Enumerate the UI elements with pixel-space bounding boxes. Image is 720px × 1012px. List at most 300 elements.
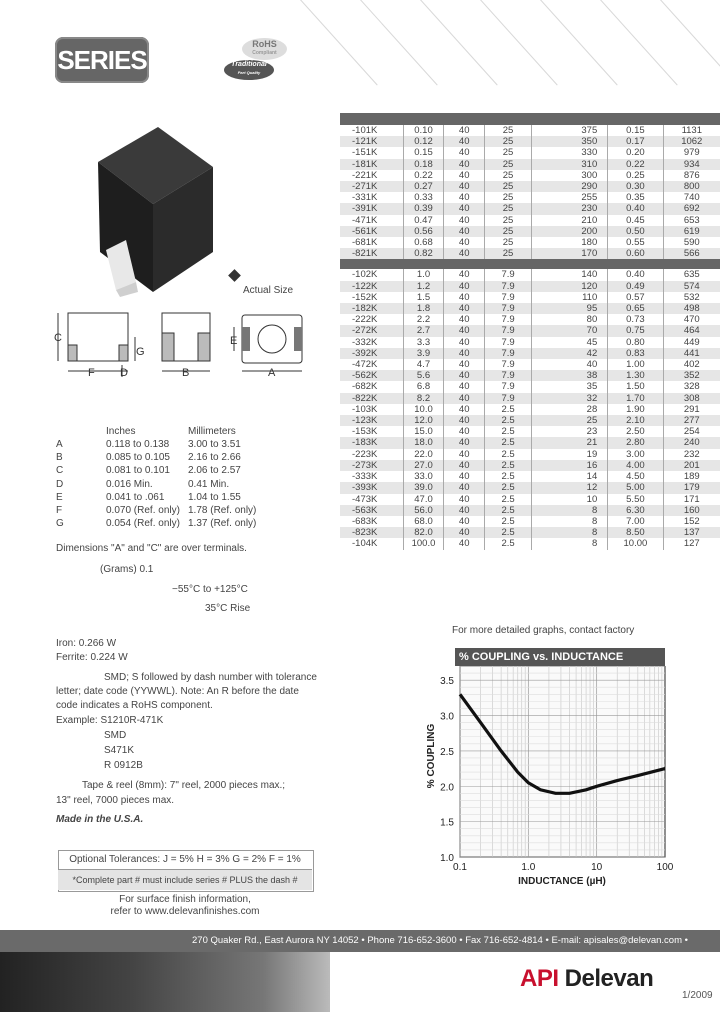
table-cell: 25 <box>532 415 608 426</box>
table-cell: 0.22 <box>403 170 444 181</box>
table-cell: 25 <box>485 159 532 170</box>
table-cell: 7.9 <box>485 348 532 359</box>
table-cell: 0.49 <box>608 281 663 292</box>
chart-y-tick-label: 2.0 <box>440 782 454 794</box>
table-row <box>340 303 720 314</box>
table-cell: 449 <box>683 336 700 348</box>
table-cell: 6.30 <box>608 505 663 516</box>
table-cell: 2.5 <box>485 415 532 426</box>
table-cell: 979 <box>683 147 700 159</box>
table-row <box>340 136 720 147</box>
table-cell: 40 <box>444 337 485 348</box>
table-cell: 300 <box>532 170 608 181</box>
dimension-mm: 3.00 to 3.51 <box>188 439 241 450</box>
table-cell: 56.0 <box>403 505 444 516</box>
table-cell: 7.9 <box>485 337 532 348</box>
table-cell: 137 <box>663 527 720 538</box>
table-cell: 40 <box>444 192 485 203</box>
table-cell: -333K <box>340 471 403 482</box>
table-cell: 40 <box>444 494 485 505</box>
table-cell: 0.50 <box>608 226 663 237</box>
dim-label-b: B <box>182 367 190 379</box>
table-cell: 498 <box>663 303 720 314</box>
table-cell: 35 <box>532 381 608 392</box>
table-cell: 110 <box>532 292 608 303</box>
dim-col-inches: Inches <box>106 426 136 437</box>
table-cell: 290 <box>532 181 608 192</box>
dimension-inches: 0.081 to 0.101 <box>106 465 170 477</box>
table-cell: 7.9 <box>485 314 532 325</box>
table-cell: 441 <box>663 348 720 359</box>
table-cell: 22.0 <box>403 449 444 460</box>
dim-label-e: E <box>230 335 238 347</box>
chart-x-tick-label: 10 <box>591 862 603 873</box>
table-cell: 7.9 <box>485 281 532 292</box>
rohs-label: RoHS <box>252 39 277 49</box>
table-cell: 19 <box>532 449 608 460</box>
table-cell: 653 <box>683 214 700 226</box>
table-row <box>340 215 720 226</box>
dimensions-table <box>56 438 306 530</box>
table-cell: 40 <box>444 404 485 415</box>
table-cell: 532 <box>683 291 700 303</box>
table-cell: 1.2 <box>403 281 444 292</box>
table-row <box>340 226 720 237</box>
table-cell: 40 <box>532 359 608 370</box>
table-cell: 179 <box>663 482 720 493</box>
dimension-row <box>56 504 306 517</box>
table-row <box>340 527 720 538</box>
dimension-inches: 0.085 to 0.105 <box>106 452 170 464</box>
table-cell: -181K <box>340 159 403 170</box>
table-cell: 3.3 <box>403 337 444 348</box>
dimension-key: D <box>56 478 64 490</box>
table-cell: -561K <box>340 226 403 237</box>
table-cell: 27.0 <box>403 460 444 471</box>
table-cell: 201 <box>663 460 720 471</box>
table-cell: 3.00 <box>608 449 663 460</box>
table-cell: 40 <box>444 248 485 259</box>
table-cell: 2.5 <box>485 482 532 493</box>
table-cell: 25 <box>485 181 532 192</box>
table-cell: 7.9 <box>485 370 532 381</box>
table-cell: 1.0 <box>403 269 444 280</box>
table-cell: 40 <box>444 314 485 325</box>
table-cell: 45 <box>532 337 608 348</box>
dimensions-note: Dimensions "A" and "C" are over terminals. <box>56 543 247 554</box>
temp-range-spec: −55°C to +125°C <box>172 584 248 595</box>
dimension-key: F <box>56 504 63 516</box>
table-cell: 0.83 <box>608 348 663 359</box>
table-cell: 5.00 <box>608 482 663 493</box>
table-cell: 291 <box>683 403 700 415</box>
table-cell: 876 <box>683 169 700 181</box>
table-cell: 8 <box>532 538 608 549</box>
table-cell: 25 <box>485 215 532 226</box>
table-cell: 8.50 <box>608 527 663 538</box>
table-row <box>340 159 720 170</box>
dimension-key: E <box>56 491 63 503</box>
table-cell: 2.50 <box>608 426 663 437</box>
table-cell: 8 <box>532 527 608 538</box>
brand-api: API <box>520 965 559 992</box>
table-cell: 0.73 <box>608 314 663 325</box>
table-cell: 464 <box>663 325 720 336</box>
marking-line-2: letter; date code (YYWWL). Note: An R before the date <box>56 686 299 697</box>
table-cell: -332K <box>340 337 403 348</box>
table-cell: 350 <box>532 136 608 147</box>
table-cell: 16 <box>532 460 608 471</box>
table-cell: -682K <box>340 381 403 392</box>
table-cell: 0.56 <box>403 226 444 237</box>
series-badge: SERIES <box>55 37 149 83</box>
table-cell: 180 <box>532 237 608 248</box>
table-cell: 12 <box>532 482 608 493</box>
table-cell: 330 <box>532 147 608 158</box>
traditional-sub: Part Quality <box>237 70 261 75</box>
table-cell: 2.5 <box>485 460 532 471</box>
table-header-bar <box>340 113 720 125</box>
table-cell: 25 <box>485 125 532 136</box>
table-cell: 4.00 <box>608 460 663 471</box>
table-row <box>340 147 720 158</box>
table-cell: 0.40 <box>608 203 663 214</box>
table-cell: 7.9 <box>485 381 532 392</box>
table-cell: 25 <box>485 237 532 248</box>
table-cell: 0.47 <box>403 215 444 226</box>
table-cell: -683K <box>340 516 403 527</box>
table-row <box>340 192 720 203</box>
dim-label-c: C <box>54 332 62 344</box>
table-cell: 308 <box>663 393 720 404</box>
chart-plot-area <box>460 666 665 857</box>
table-cell: 95 <box>532 303 608 314</box>
table-cell: 40 <box>444 147 485 158</box>
table-cell: 0.17 <box>608 136 663 147</box>
table-cell: -681K <box>340 237 403 248</box>
table-cell: 25 <box>485 147 532 158</box>
table-cell: -393K <box>340 482 403 493</box>
finish-line-2: refer to www.delevanfinishes.com <box>110 906 260 917</box>
dimension-mm: 1.78 (Ref. only) <box>188 504 257 516</box>
table-cell: 619 <box>663 226 720 237</box>
table-cell: 40 <box>444 226 485 237</box>
weight-spec: (Grams) 0.1 <box>100 564 154 575</box>
table-cell: 10.00 <box>608 538 663 549</box>
marking-example: Example: S1210R-471K <box>56 715 164 726</box>
table-group-1 <box>340 125 720 259</box>
table-cell: 0.68 <box>403 237 444 248</box>
table-row <box>340 415 720 426</box>
dim-label-g: G <box>136 346 145 358</box>
dimension-row <box>56 451 306 464</box>
table-cell: 8 <box>532 516 608 527</box>
dimension-mm: 2.06 to 2.57 <box>188 465 241 477</box>
table-cell: 375 <box>532 125 608 136</box>
table-cell: 0.25 <box>608 170 663 181</box>
table-cell: 0.35 <box>608 192 663 203</box>
table-cell: 2.5 <box>485 426 532 437</box>
table-cell: 80 <box>532 314 608 325</box>
table-cell: 328 <box>683 381 700 393</box>
table-cell: -273K <box>340 460 403 471</box>
table-cell: 40 <box>444 449 485 460</box>
table-cell: 40 <box>444 505 485 516</box>
table-cell: 171 <box>683 493 700 505</box>
table-cell: 7.9 <box>485 325 532 336</box>
table-cell: -272K <box>340 325 403 336</box>
table-cell: 40 <box>444 437 485 448</box>
chart-x-tick-label: 100 <box>656 862 674 873</box>
table-cell: 200 <box>532 226 608 237</box>
table-cell: 40 <box>444 215 485 226</box>
table-row <box>340 460 720 471</box>
dimension-row <box>56 491 306 504</box>
table-cell: 0.40 <box>608 269 663 280</box>
table-cell: -823K <box>340 527 403 538</box>
table-cell: 277 <box>663 415 720 426</box>
table-cell: 40 <box>444 393 485 404</box>
table-cell: 40 <box>444 237 485 248</box>
table-cell: -101K <box>340 125 403 136</box>
table-row <box>340 437 720 448</box>
table-cell: 40 <box>444 170 485 181</box>
table-cell: 0.39 <box>403 203 444 214</box>
dimension-mm: 0.41 Min. <box>188 478 230 490</box>
table-cell: 1.70 <box>608 393 663 404</box>
table-cell: 140 <box>532 269 608 280</box>
table-cell: 170 <box>532 248 608 259</box>
example-line-2: S471K <box>104 745 135 756</box>
table-cell: 2.5 <box>485 494 532 505</box>
table-cell: 152 <box>683 515 700 527</box>
table-cell: 402 <box>683 359 700 371</box>
rohs-sub: Compliant <box>252 50 277 56</box>
table-cell: 566 <box>663 248 720 259</box>
table-cell: 40 <box>444 471 485 482</box>
table-cell: 82.0 <box>403 527 444 538</box>
table-cell: 32 <box>532 393 608 404</box>
table-cell: 635 <box>683 269 700 281</box>
table-cell: 10 <box>532 494 608 505</box>
dimension-mm: 1.04 to 1.55 <box>188 491 241 503</box>
table-cell: 100.0 <box>403 538 444 549</box>
dimension-mm: 2.16 to 2.66 <box>188 452 241 464</box>
power-iron-spec: Iron: 0.266 W <box>56 638 117 649</box>
table-cell: -391K <box>340 203 403 214</box>
table-cell: 28 <box>532 404 608 415</box>
table-cell: 232 <box>683 448 700 460</box>
table-cell: 0.22 <box>608 159 663 170</box>
table-row <box>340 516 720 527</box>
chart-y-tick-label: 3.0 <box>440 711 454 723</box>
table-row <box>340 348 720 359</box>
dim-label-d: D <box>120 367 128 379</box>
table-cell: 740 <box>683 192 700 204</box>
finish-line-1: For surface finish information, <box>119 894 251 905</box>
dimension-inches: 0.041 to .061 <box>106 491 165 503</box>
dimension-inches: 0.070 (Ref. only) <box>106 504 180 516</box>
dimension-row <box>56 438 306 451</box>
electrical-table <box>340 113 720 550</box>
table-cell: 40 <box>444 325 485 336</box>
temp-rise-spec: 35°C Rise <box>205 603 251 614</box>
table-cell: -123K <box>340 415 403 426</box>
table-cell: 25 <box>485 170 532 181</box>
table-cell: 40 <box>444 203 485 214</box>
table-cell: 1.90 <box>608 404 663 415</box>
actual-size-label: Actual Size <box>243 285 294 296</box>
table-cell: 40 <box>444 359 485 370</box>
table-cell: 10.0 <box>403 404 444 415</box>
footer-contact-bar: 270 Quaker Rd., East Aurora NY 14052 • Phone 716-652-3600 • Fax 716-652-4814 • E-mail: apisales@delevan.com • www.delevan.com <box>0 930 720 952</box>
table-cell: 189 <box>683 471 700 483</box>
table-cell: 25 <box>485 192 532 203</box>
table-cell: -122K <box>340 281 403 292</box>
table-cell: 692 <box>663 203 720 214</box>
complete-part-note: *Complete part # must include series # PLUS the dash # <box>58 869 312 890</box>
table-row <box>340 482 720 493</box>
table-cell: -103K <box>340 404 403 415</box>
table-cell: 0.60 <box>608 248 663 259</box>
table-cell: 7.9 <box>485 292 532 303</box>
table-row <box>340 471 720 482</box>
table-cell: 70 <box>532 325 608 336</box>
table-cell: 0.57 <box>608 292 663 303</box>
packaging-line-1: Tape & reel (8mm): 7" reel, 2000 pieces max.; <box>82 780 286 791</box>
table-cell: 12.0 <box>403 415 444 426</box>
traditional-label: Traditional <box>231 61 267 68</box>
traditional-logo <box>224 60 274 80</box>
table-cell: 7.00 <box>608 516 663 527</box>
chart-xlabel: INDUCTANCE (µH) <box>518 876 606 887</box>
table-row <box>340 404 720 415</box>
table-cell: 0.65 <box>608 303 663 314</box>
table-cell: -121K <box>340 136 403 147</box>
table-cell: 0.15 <box>608 125 663 136</box>
table-row <box>340 449 720 460</box>
footer-components-photo <box>0 952 330 1012</box>
table-cell: 8.2 <box>403 393 444 404</box>
chart-y-tick-label: 1.0 <box>440 853 454 864</box>
table-cell: 2.5 <box>485 404 532 415</box>
table-cell: -331K <box>340 192 403 203</box>
dimension-key: G <box>56 518 64 530</box>
table-cell: 1062 <box>663 136 720 147</box>
table-cell: 40 <box>444 415 485 426</box>
table-cell: -152K <box>340 292 403 303</box>
table-row <box>340 237 720 248</box>
table-cell: -151K <box>340 147 403 158</box>
table-cell: 590 <box>683 237 700 249</box>
dimension-inches: 0.118 to 0.138 <box>106 439 170 450</box>
table-cell: 0.12 <box>403 136 444 147</box>
table-cell: 254 <box>683 426 700 438</box>
table-group-2 <box>340 269 720 549</box>
table-cell: 7.9 <box>485 393 532 404</box>
table-cell: 40 <box>444 516 485 527</box>
table-row <box>340 292 720 303</box>
table-cell: 4.7 <box>403 359 444 370</box>
chart-y-tick-label: 2.5 <box>440 746 454 758</box>
table-cell: 15.0 <box>403 426 444 437</box>
table-row <box>340 314 720 325</box>
table-cell: 5.50 <box>608 494 663 505</box>
table-row <box>340 203 720 214</box>
table-cell: 3.9 <box>403 348 444 359</box>
table-cell: 25 <box>485 226 532 237</box>
dim-label-a: A <box>268 367 276 379</box>
table-cell: 310 <box>532 159 608 170</box>
table-cell: 40 <box>444 181 485 192</box>
made-in-usa: Made in the U.S.A. <box>56 814 144 825</box>
dim-label-f: F <box>88 367 95 379</box>
table-cell: 0.82 <box>403 248 444 259</box>
chart-x-tick-label: 0.1 <box>453 862 467 873</box>
chart-y-tick-label: 3.5 <box>440 676 454 688</box>
table-cell: 0.27 <box>403 181 444 192</box>
table-cell: 210 <box>532 215 608 226</box>
table-cell: -271K <box>340 181 403 192</box>
table-cell: -183K <box>340 437 403 448</box>
table-row <box>340 538 720 549</box>
table-row <box>340 170 720 181</box>
table-cell: 40 <box>444 269 485 280</box>
dimension-row <box>56 464 306 477</box>
table-cell: -223K <box>340 449 403 460</box>
example-line-1: SMD <box>104 730 127 741</box>
table-cell: 0.45 <box>608 215 663 226</box>
table-cell: 7.9 <box>485 359 532 370</box>
table-cell: 120 <box>532 281 608 292</box>
table-cell: 0.20 <box>608 147 663 158</box>
table-cell: 2.5 <box>485 471 532 482</box>
table-cell: -104K <box>340 538 403 549</box>
table-cell: 40 <box>444 426 485 437</box>
table-cell: 4.50 <box>608 471 663 482</box>
table-cell: 2.7 <box>403 325 444 336</box>
table-cell: -471K <box>340 215 403 226</box>
table-row <box>340 426 720 437</box>
table-cell: 255 <box>532 192 608 203</box>
table-cell: 5.6 <box>403 370 444 381</box>
power-ferrite-spec: Ferrite: 0.224 W <box>56 652 128 663</box>
table-cell: -392K <box>340 348 403 359</box>
table-cell: 40 <box>444 460 485 471</box>
table-cell: 1.30 <box>608 370 663 381</box>
coupling-chart <box>420 666 680 891</box>
table-cell: 0.30 <box>608 181 663 192</box>
table-cell: 2.5 <box>485 538 532 549</box>
table-cell: -562K <box>340 370 403 381</box>
table-cell: 6.8 <box>403 381 444 392</box>
chart-title: % COUPLING vs. INDUCTANCE <box>455 648 665 666</box>
table-cell: 934 <box>663 159 720 170</box>
table-cell: 470 <box>683 314 700 326</box>
table-row <box>340 125 720 136</box>
dimension-row <box>56 517 306 530</box>
table-cell: 574 <box>663 281 720 292</box>
table-row <box>340 505 720 516</box>
table-row <box>340 337 720 348</box>
table-cell: -102K <box>340 269 403 280</box>
table-row <box>340 325 720 336</box>
table-cell: 40 <box>444 303 485 314</box>
table-cell: 40 <box>444 538 485 549</box>
dimension-key: A <box>56 439 63 450</box>
table-row <box>340 281 720 292</box>
dimension-inches: 0.054 (Ref. only) <box>106 518 180 530</box>
